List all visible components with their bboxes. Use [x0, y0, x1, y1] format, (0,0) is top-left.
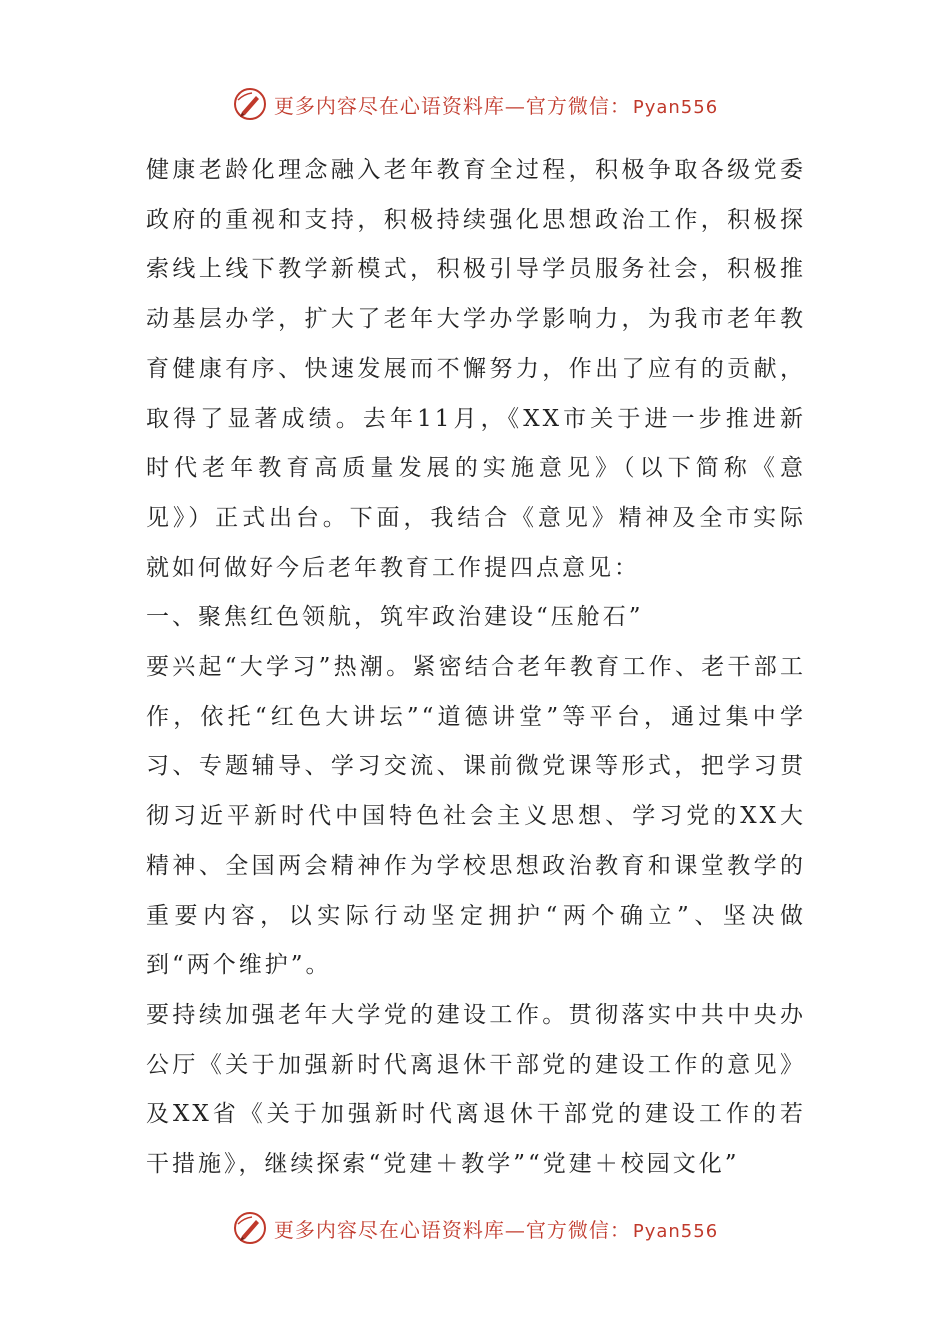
- paragraph-party-building: 要持续加强老年大学党的建设工作。贯彻落实中共中央办公厅《关于加强新时代离退休干部党的建设工作的意见》及XX省《关于加强新时代离退休干部党的建设工作的若干措施》，继续探索“党建＋教学”“党建＋校园文化”: [146, 1001, 806, 1178]
- wechat-id: Pyan556: [632, 96, 719, 118]
- banner-text: 更多内容尽在心语资料库—官方微信： Pyan556: [273, 93, 719, 118]
- pen-logo-icon: [232, 1210, 268, 1246]
- header-watermark-banner: [0, 84, 950, 124]
- document-body: [146, 146, 806, 1190]
- banner-text: 更多内容尽在心语资料库—官方微信： Pyan556: [273, 1217, 719, 1242]
- pen-logo-icon: [232, 86, 268, 122]
- section-heading-1: 一、聚焦红色领航，筑牢政治建设“压舱石”: [146, 604, 644, 631]
- paragraph-intro: 健康老龄化理念融入老年教育全过程，积极争取各级党委政府的重视和支持，积极持续强化思想政治工作，积极探索线上线下教学新模式，积极引导学员服务社会，积极推动基层办学，扩大了老年大学办学影响力，为我市老年教育健康有序、快速发展而不懈努力，作出了应有的贡献，取得了显著成绩。去年11月，《XX市关于进一步推进新时代老年教育高质量发展的实施意见》（以下简称《意见》）正式出台。下面，我结合《意见》精神及全市实际就如何做好今后老年教育工作提四点意见：: [146, 157, 806, 581]
- footer-watermark-banner: [0, 1208, 950, 1248]
- paragraph-study: 要兴起“大学习”热潮。紧密结合老年教育工作、老干部工作，依托“红色大讲坛”“道德讲堂”等平台，通过集中学习、专题辅导、学习交流、课前微党课等形式，把学习贯彻习近平新时代中国特色社会主义思想、学习党的XX大精神、全国两会精神作为学校思想政治教育和课堂教学的重要内容，以实际行动坚定拥护“两个确立”、坚决做到“两个维护”。: [146, 654, 806, 979]
- wechat-id: Pyan556: [632, 1220, 719, 1242]
